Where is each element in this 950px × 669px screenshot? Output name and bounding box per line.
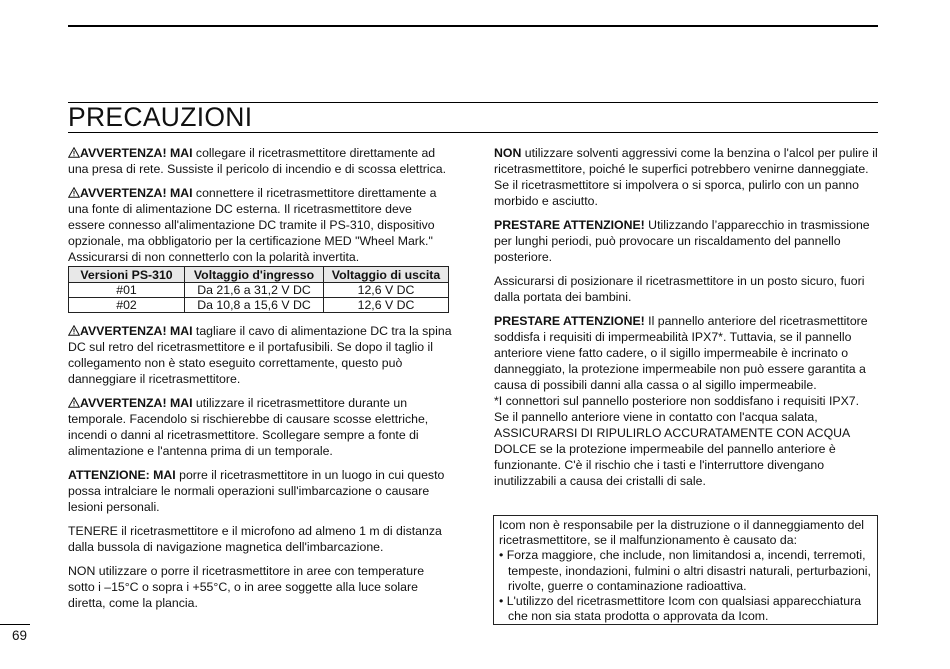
caution-label: ATTENZIONE: MAI xyxy=(68,468,176,482)
table-cell: 12,6 V DC xyxy=(324,298,449,313)
warning-text: tagliare il cavo di alimentazione DC tra la spina DC sul retro del ricetrasmettitore e il portafusibili. Se dopo il taglio il collegamento non è stato eseguito correttamente, questo può danneggiare il ricetrasmettitore. xyxy=(68,324,452,386)
table-cell: 12,6 V DC xyxy=(324,283,449,298)
solvents-text: utilizzare solventi aggressivi come la benzina o l'alcol per pulire il ricetrasmettitore, poiché le superfici potrebbero venirne danneggiate. Se il ricetrasmettitore si impolvera o si sporca, pulirlo con un panno morbido e asciutto. xyxy=(494,146,878,208)
warning-text: connettere il ricetrasmettitore direttamente a una fonte di alimentazione DC esterna. Il ricetrasmettitore deve essere connesso all'alimentazione DC tramite il PS-310, dispositivo opzionale, ma obbligatorio per la certificazione MED "Wheel Mark." Assicurarsi di non connetterlo con la polarità invertita. xyxy=(68,186,437,264)
warning-triangle-icon xyxy=(68,147,80,158)
table-header-cell: Voltaggio d'ingresso xyxy=(185,267,324,283)
table-header-cell: Versioni PS-310 xyxy=(69,267,185,283)
table-cell: Da 21,6 a 31,2 V DC xyxy=(185,283,324,298)
warning-paragraph-2 xyxy=(68,185,452,265)
waterproof-text: Il pannello anteriore del ricetrasmettitore soddisfa i requisiti di impermeabilità IPX7*. Tuttavia, se il pannello anteriore viene fatto cadere, o il sigillo impermeabile è incrinato o danneggiato, la protezione impermeabile non può essere garantita a causa di possibili danni alla cassa o al sigillo impermeabile. xyxy=(494,314,868,392)
disclaimer-bullet: • L'utilizzo del ricetrasmettitore Icom con qualsiasi apparecchiatura che non sia stata prodotta o approvata da Icom. xyxy=(499,594,862,624)
warning-triangle-icon xyxy=(68,397,80,408)
warning-label: AVVERTENZA! MAI xyxy=(80,186,193,200)
table-header-row xyxy=(69,267,449,283)
attention-label: PRESTARE ATTENZIONE! xyxy=(494,218,645,232)
warning-triangle-icon xyxy=(68,325,80,336)
solvents-paragraph xyxy=(494,145,879,209)
non-label: NON xyxy=(494,146,522,160)
warning-text: collegare il ricetrasmettitore direttamente ad una presa di rete. Sussiste il pericolo di incendio e di scossa elettrica. xyxy=(68,146,446,176)
warning-text: utilizzare il ricetrasmettitore durante un temporale. Facendolo si rischierebbe di causare scosse elettriche, incendi o danni al ricetrasmettitore. Scollegare sempre a fonte di alimentazione e l'antenna prima di un temporale. xyxy=(68,396,429,458)
right-column xyxy=(494,145,879,497)
top-rule xyxy=(68,25,878,27)
attention-label: PRESTARE ATTENZIONE! xyxy=(494,314,645,328)
title-rule-bottom xyxy=(68,132,878,133)
caution-text: porre il ricetrasmettitore in un luogo in cui questo possa intralciare le normali operazioni sull'imbarcazione o causare lesioni personali. xyxy=(68,468,445,514)
table-cell: #01 xyxy=(69,283,185,298)
warning-paragraph-1 xyxy=(68,145,452,177)
ps310-voltage-table xyxy=(68,266,449,313)
waterproof-paragraph xyxy=(494,313,879,393)
warning-label: AVVERTENZA! MAI xyxy=(80,396,193,410)
table-cell: #02 xyxy=(69,298,185,313)
warning-paragraph-3 xyxy=(68,323,452,387)
temperature-paragraph: NON utilizzare o porre il ricetrasmettitore in aree con temperature sotto i –15°C o sopra i +55°C, o in aree soggette alla luce solare diretta, come la plancia. xyxy=(68,564,425,610)
table-row xyxy=(69,283,449,298)
page-number-rule xyxy=(0,624,30,625)
table-cell: Da 10,8 a 15,6 V DC xyxy=(185,298,324,313)
table-header-cell: Voltaggio di uscita xyxy=(324,267,449,283)
disclaimer-box xyxy=(493,515,878,625)
caution-paragraph xyxy=(68,467,452,515)
connector-note: *I connettori sul pannello posteriore non soddisfano i requisiti IPX7. xyxy=(494,394,860,408)
page-number: 69 xyxy=(12,628,28,643)
children-paragraph: Assicurarsi di posizionare il ricetrasmettitore in un posto sicuro, fuori dalla portata dei bambini. xyxy=(494,274,865,304)
left-column xyxy=(68,145,452,619)
warning-label: AVVERTENZA! MAI xyxy=(80,324,193,338)
salt-water-paragraph: Se il pannello anteriore viene in contatto con l'acqua salata, ASSICURARSI DI RIPULIRLO ACCURATAMENTE CON ACQUA DOLCE se la protezione impermeabile del pannello anteriore è funzionante. C'è il rischio che i tasti e l'interruttore divengano inutilizzabili a causa dei cristalli di sale. xyxy=(494,410,850,488)
disclaimer-intro: Icom non è responsabile per la distruzione o il danneggiamento del ricetrasmettitore, se il malfunzionamento è causato da: xyxy=(499,518,865,548)
warning-triangle-icon xyxy=(68,187,80,198)
disclaimer-bullet: • Forza maggiore, che include, non limitandosi a, incendi, terremoti, tempeste, inondazioni, fulmini o altri disastri naturali, perturbazioni, rivolte, guerre o contaminazione radioattiva. xyxy=(499,548,871,593)
heat-warning-text: Utilizzando l’apparecchio in trasmissione per lunghi periodi, può provocare un riscaldamento del pannello posteriore. xyxy=(494,218,870,264)
page-title: PRECAUZIONI xyxy=(68,102,253,132)
heat-warning-paragraph xyxy=(494,217,879,265)
warning-paragraph-4 xyxy=(68,395,452,459)
warning-label: AVVERTENZA! MAI xyxy=(80,146,193,160)
table-row xyxy=(69,298,449,313)
compass-distance-paragraph: TENERE il ricetrasmettitore e il microfono ad almeno 1 m di distanza dalla bussola di navigazione magnetica dell'imbarcazione. xyxy=(68,524,442,554)
